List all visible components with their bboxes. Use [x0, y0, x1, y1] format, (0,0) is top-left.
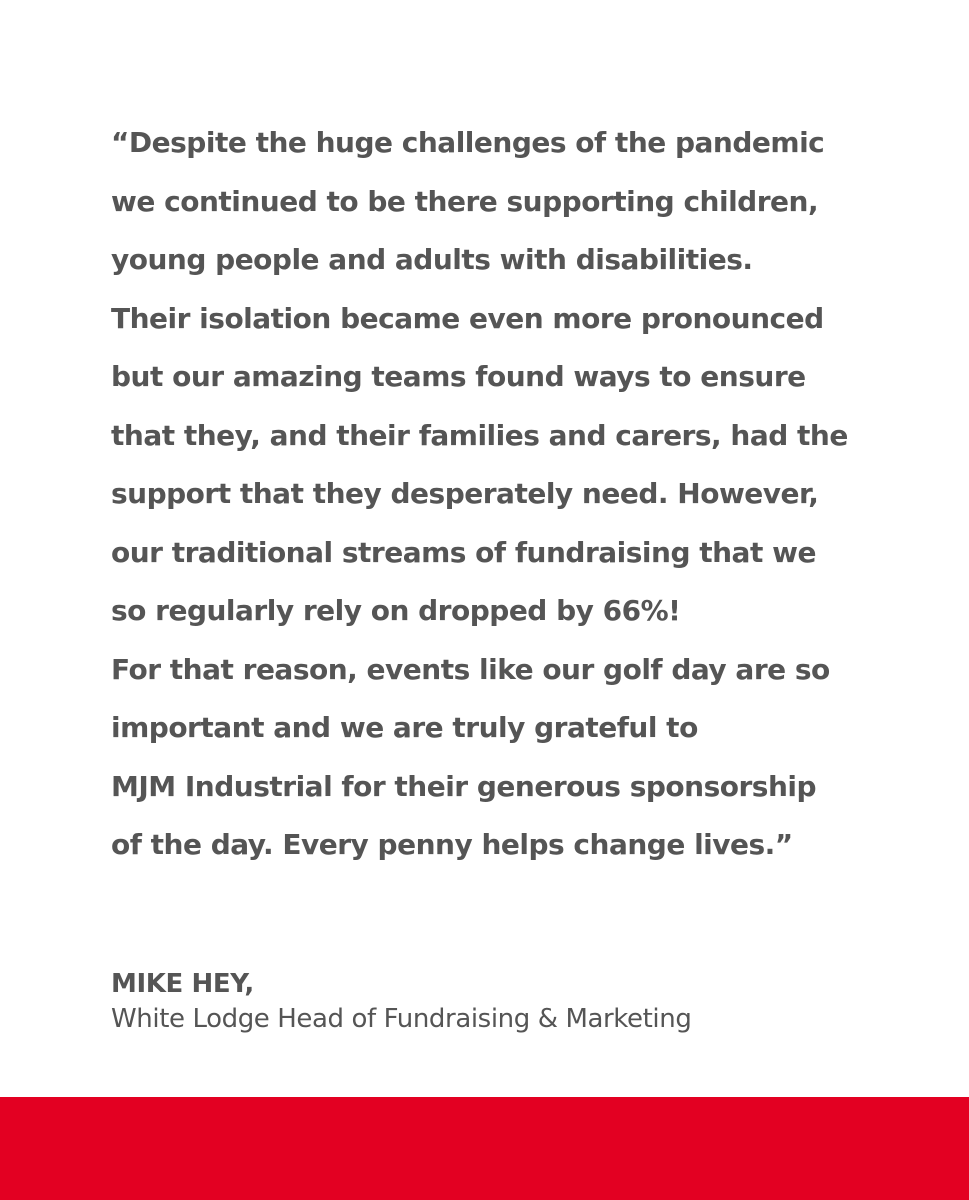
quote-line-3: young people and adults with disabilities. [111, 243, 753, 276]
quote-line-5: but our amazing teams found ways to ensure [111, 360, 806, 393]
quote-line-4: Their isolation became even more pronounced [111, 301, 824, 335]
quote-line-12: MJM Industrial for their generous sponsorship [111, 769, 817, 803]
author-name: MIKE HEY, [111, 969, 254, 999]
quote-line-6: that they, and their families and carers, had the [111, 418, 848, 452]
footer-band [0, 1097, 969, 1200]
quote-line-2: we continued to be there supporting children, [111, 184, 819, 218]
quote-line-8: our traditional streams of fundraising that we [111, 535, 816, 569]
quote-line-10: For that reason, events like our golf day are so [111, 652, 830, 686]
quote-line-11: important and we are truly grateful to [111, 711, 698, 744]
attribution [111, 964, 691, 1034]
quote-text [111, 114, 911, 875]
quote-line-7: support that they desperately need. However, [111, 477, 819, 510]
author-role: White Lodge Head of Fundraising & Marketing [111, 1004, 692, 1034]
quote-line-1: “Despite the huge challenges of the pandemic [111, 126, 825, 159]
quote-line-13: of the day. Every penny helps change lives.” [111, 828, 793, 861]
quote-line-9: so regularly rely on dropped by 66%! [111, 594, 681, 627]
